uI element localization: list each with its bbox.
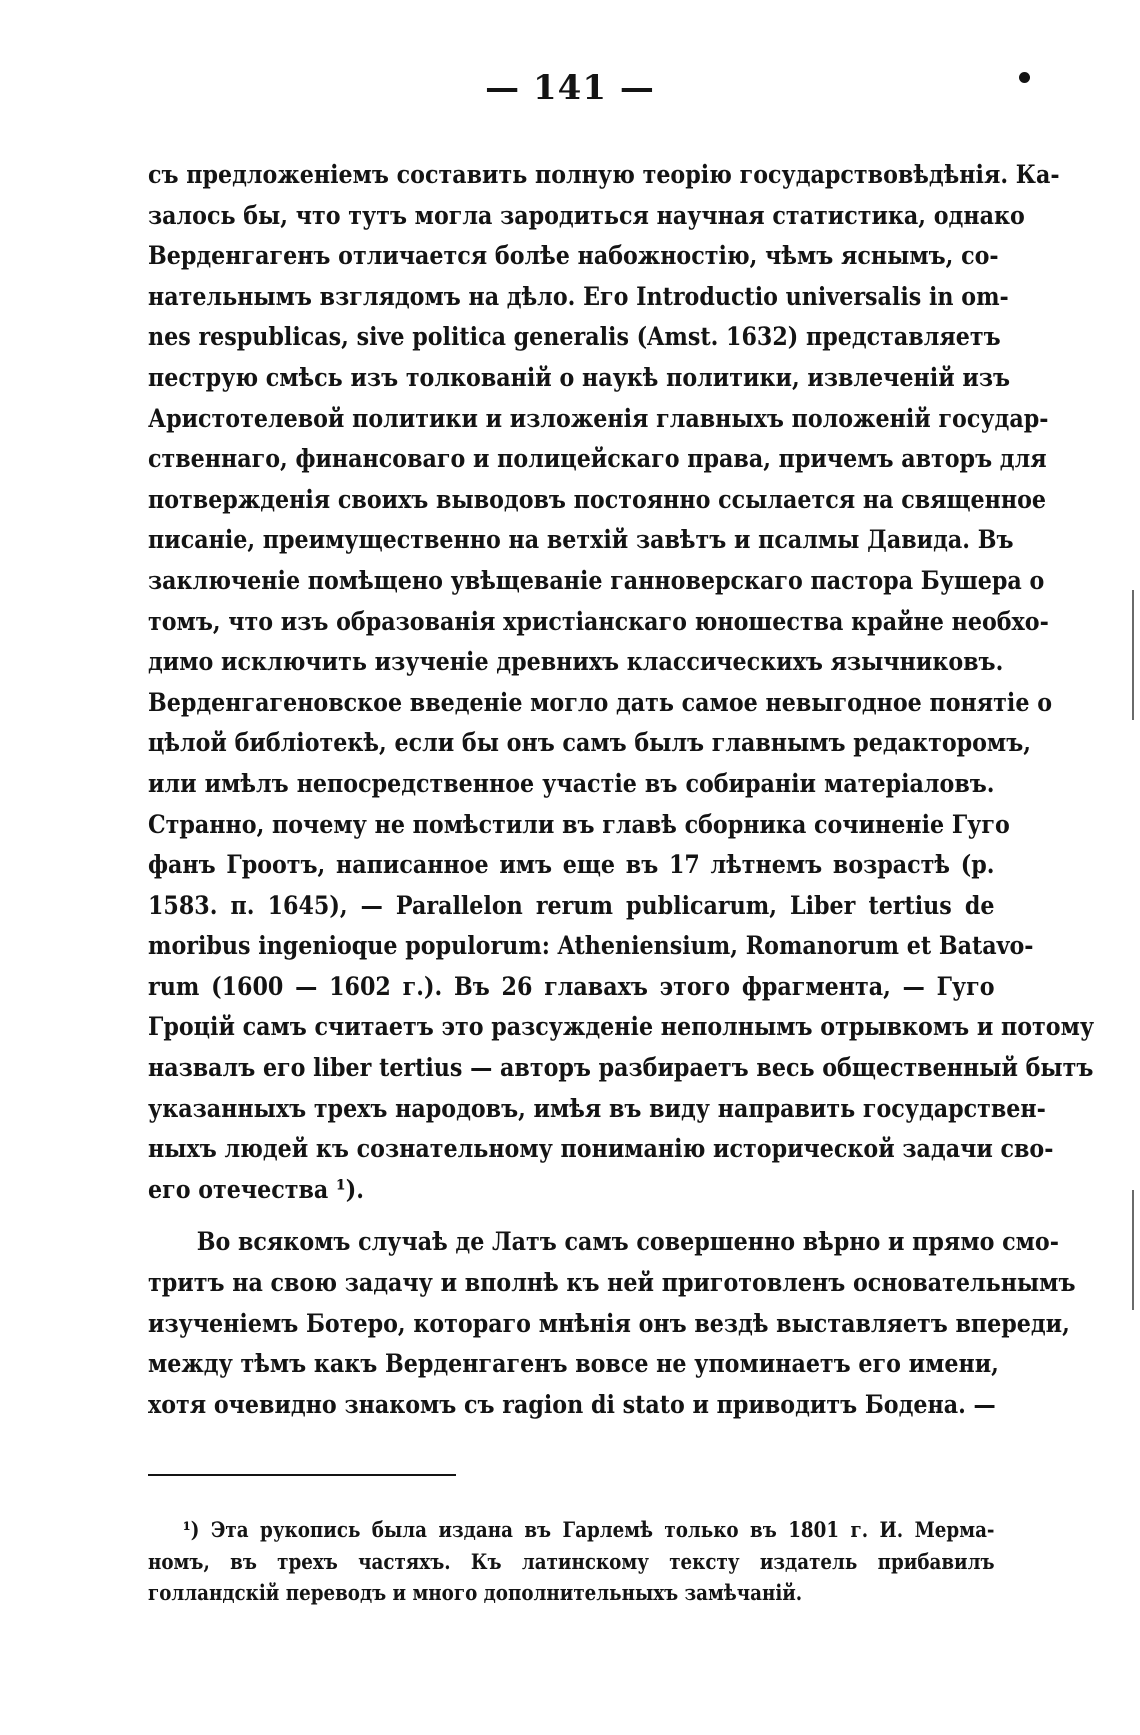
text-line: томъ, что изъ образованія христіанскаго юношества крайне необхо- (148, 606, 1049, 637)
text-line: потвержденія своихъ выводовъ постоянно ссылается на священное (148, 484, 1047, 515)
text-line: moribus ingenioque populorum: Atheniensium, Romanorum et Batavo- (148, 931, 1034, 962)
text-line: или имѣлъ непосредственное участіе въ собираніи матеріаловъ. (148, 768, 995, 799)
text-line: изученіемъ Ботеро, котораго мнѣнія онъ вездѣ выставляетъ впереди, (148, 1308, 1070, 1339)
text-line: писаніе, преимущественно на ветхій завѣтъ и псалмы Давида. Въ (148, 525, 1014, 556)
text-line: Странно, почему не помѣстили въ главѣ сборника сочиненіе Гуго (148, 809, 1010, 840)
text-line: Аристотелевой политики и изложенія главныхъ положеній государ- (148, 403, 1049, 434)
text-line: хотя очевидно знакомъ съ ragion di stato и приводитъ Бодена. — (148, 1389, 996, 1420)
text-line: цѣлой библіотекѣ, если бы онъ самъ былъ главнымъ редакторомъ, (148, 728, 1031, 759)
text-line: Верденгагеновское введеніе могло дать самое невыгодное понятіе о (148, 687, 1052, 718)
text-line: Гроцій самъ считаетъ это разсужденіе неполнымъ отрывкомъ и потому (148, 1012, 1095, 1043)
footnote-line: ¹) Эта рукопись была издана въ Гарлемѣ только въ 1801 г. И. Мерма- (182, 1517, 995, 1542)
footnote-line: голландскій переводъ и много дополнительныхъ замѣчаній. (148, 1580, 803, 1605)
scan-edge-mark (1132, 590, 1134, 720)
text-line: назвалъ его liber tertius — авторъ разбираетъ весь общественный бытъ (148, 1053, 1094, 1084)
ink-dot (1019, 72, 1030, 83)
text-line: Во всякомъ случаѣ де Латъ самъ совершенно вѣрно и прямо смо- (196, 1227, 1059, 1258)
footnote-line: номъ, въ трехъ частяхъ. Къ латинскому тексту издатель прибавилъ (148, 1548, 995, 1574)
text-line: Верденгагенъ отличается болѣе набожностію, чѣмъ яснымъ, со- (148, 241, 999, 272)
text-line: тритъ на свою задачу и вполнѣ къ ней приготовленъ основательнымъ (148, 1268, 1076, 1299)
main-text (148, 155, 1095, 1425)
text-line: фанъ Гроотъ, написанное имъ еще въ 17 лѣтнемъ возрастѣ (р. (148, 850, 995, 881)
text-line: пеструю смѣсь изъ толкованій о наукѣ политики, извлеченій изъ (148, 362, 1011, 393)
text-line: заключеніе помѣщено увѣщеваніе ганноверскаго пастора Бушера о (148, 565, 1045, 596)
text-line: залось бы, что тутъ могла зародиться научная статистика, однако (148, 200, 1025, 231)
text-line: между тѣмъ какъ Верденгагенъ вовсе не упоминаетъ его имени, (148, 1349, 999, 1380)
text-line: димо исключить изученіе древнихъ классическихъ язычниковъ. (148, 647, 1004, 678)
text-line: нательнымъ взглядомъ на дѣло. Его Introductio universalis in om- (148, 281, 1009, 312)
text-line: nes respublicas, sive politica generalis (Amst. 1632) представляетъ (148, 322, 1001, 353)
text-line: ныхъ людей къ сознательному пониманію исторической задачи сво- (148, 1134, 1054, 1165)
page-number: — 141 — (485, 68, 655, 108)
paragraph-2 (148, 1222, 1076, 1425)
text-line: указанныхъ трехъ народовъ, имѣя въ виду направить государствен- (148, 1093, 1046, 1124)
text-line: ственнаго, финансоваго и полицейскаго права, причемъ авторъ для (148, 444, 1047, 475)
footnote-divider (148, 1474, 456, 1476)
paragraph-1 (148, 155, 1095, 1210)
text-line: 1583. п. 1645), — Parallelon rerum publicarum, Liber tertius de (148, 890, 995, 921)
text-line: его отечества ¹). (148, 1174, 364, 1205)
footnote (148, 1514, 995, 1609)
text-line: съ предложеніемъ составить полную теорію государствовѣдѣнія. Ка- (148, 160, 1060, 190)
scan-edge-mark (1132, 1190, 1134, 1310)
text-line: rum (1600 — 1602 г.). Въ 26 главахъ этого фрагмента, — Гуго (148, 971, 995, 1002)
